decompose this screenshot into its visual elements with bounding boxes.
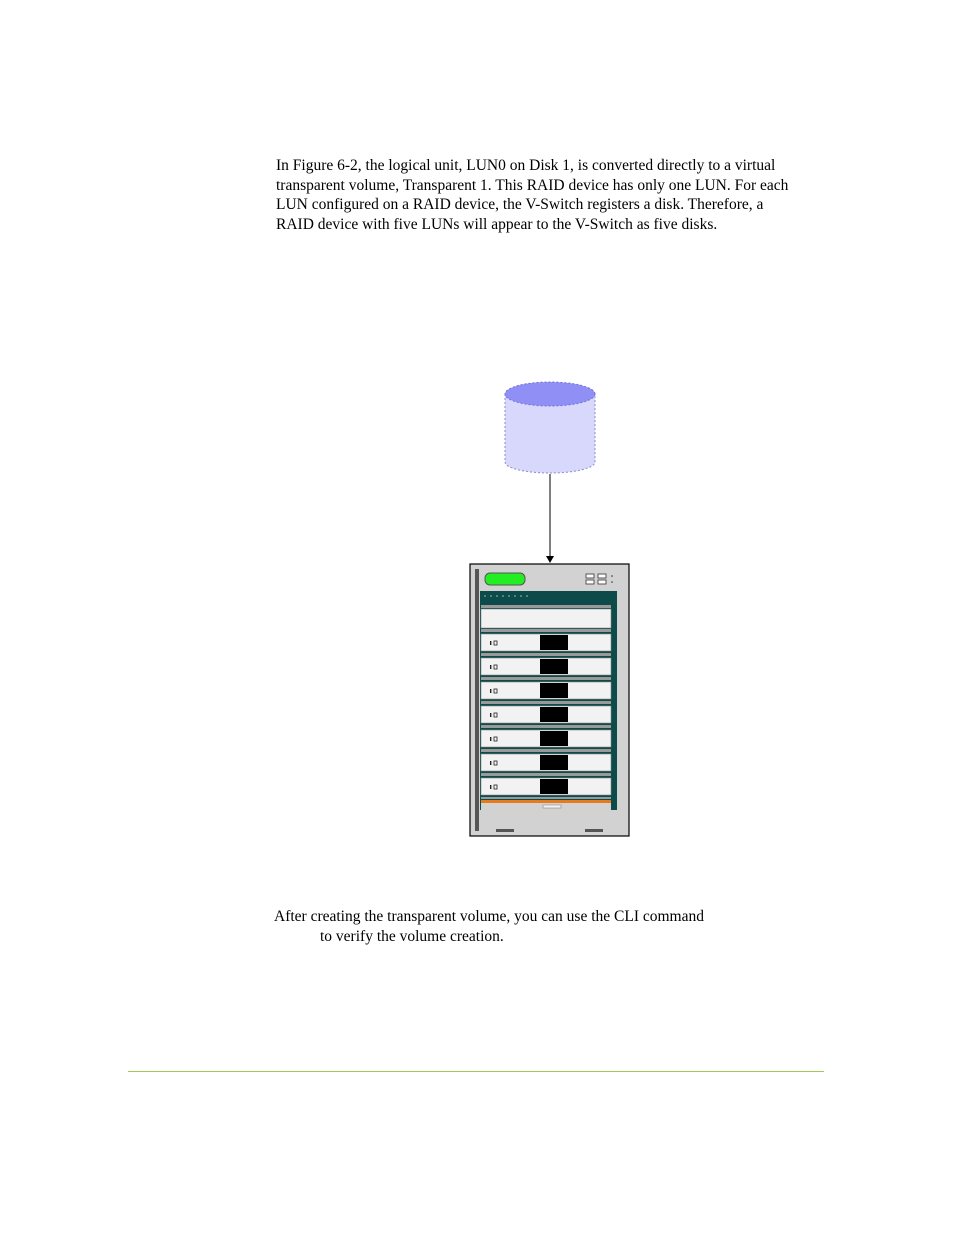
body-paragraph-2 [274,907,794,946]
paragraph-2-line-1: After creating the transparent volume, you can use the CLI command [274,908,704,925]
status-strip [481,800,611,803]
connector-arrow [546,474,554,563]
raid-array-icon [470,564,629,836]
cylinder-volume-icon [505,382,595,473]
paragraph-2-line-2: to verify the volume creation. [320,927,504,945]
drive-bay [481,778,611,795]
footer-rule [128,1071,824,1072]
body-paragraph-1: In Figure 6-2, the logical unit, LUN0 on Disk 1, is converted directly to a virtual transparent volume, Transparent 1. This RAID device has only one LUN. For each LUN configured on a RAID device, the V-Switch registers a disk. Therefore, a RAID device with five LUNs will appear to the V-Switch as five disks. [276,157,789,233]
display-led [485,573,525,585]
